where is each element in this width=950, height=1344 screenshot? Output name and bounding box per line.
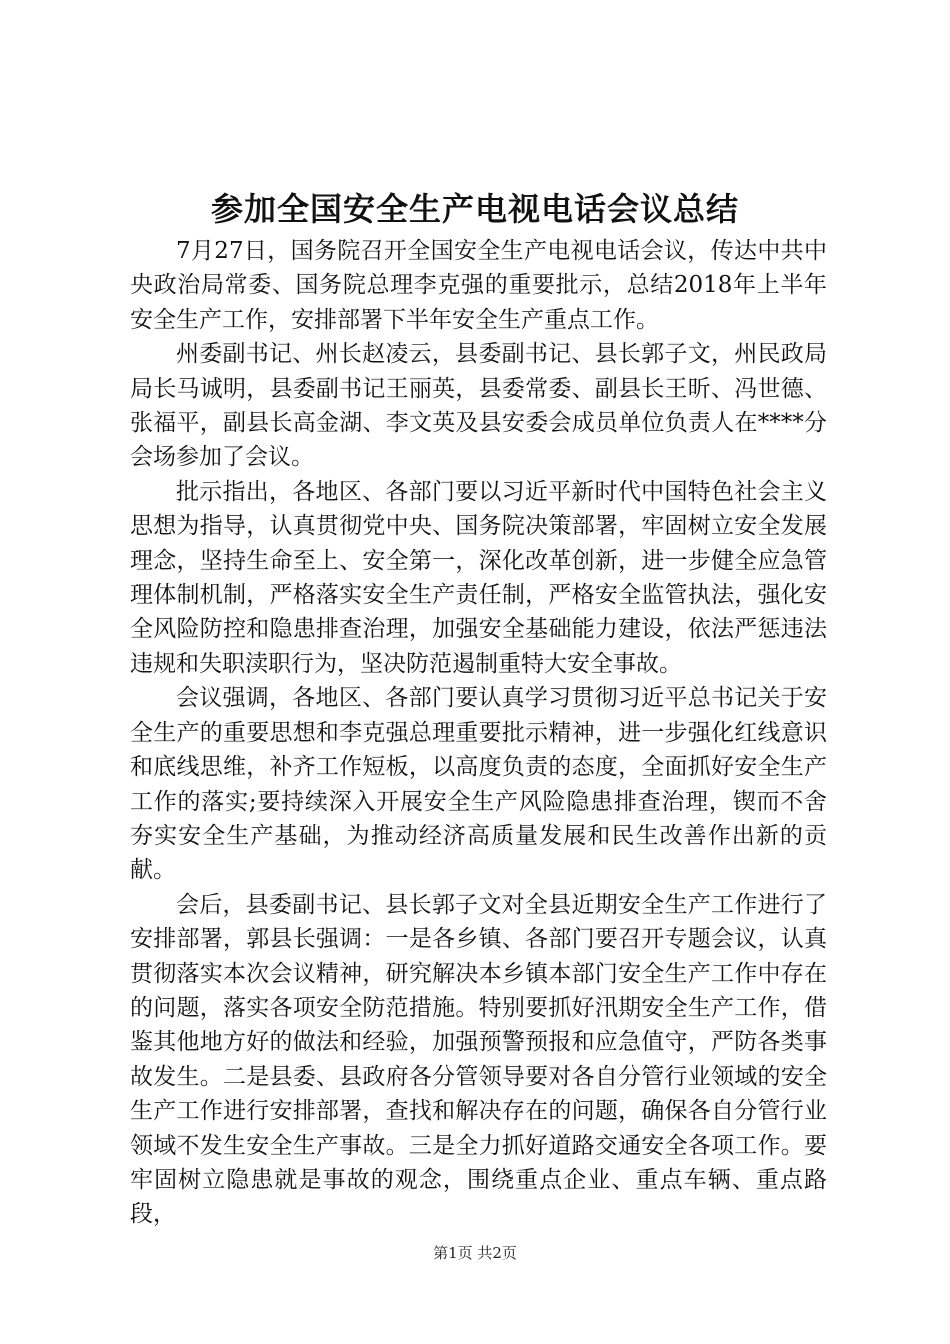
- paragraph: 会后，县委副书记、县长郭子文对全县近期安全生产工作进行了安排部署，郭县长强调：一是各乡镇、各部门要召开专题会议，认真贯彻落实本次会议精神，研究解决本乡镇本部门安全生产工作中存在的问题，落实各项安全防范措施。特别要抓好汛期安全生产工作，借鉴其他地方好的做法和经验，加强预警预报和应急值守，严防各类事故发生。二是县委、县政府各分管领导要对各自分管行业领域的安全生产工作进行安排部署，查找和解决存在的问题，确保各自分管行业领域不发生安全生产事故。三是全力抓好道路交通安全各项工作。要牢固树立隐患就是事故的观念，围绕重点企业、重点车辆、重点路段，: [130, 891, 827, 1228]
- page-number-footer: 第1页 共2页: [433, 1244, 517, 1262]
- document-title: 参加全国安全生产电视电话会议总结: [210, 190, 739, 228]
- document-body: [130, 234, 827, 1232]
- paragraph: 批示指出，各地区、各部门要以习近平新时代中国特色社会主义思想为指导，认真贯彻党中央、国务院决策部署，牢固树立安全发展理念，坚持生命至上、安全第一，深化改革创新，进一步健全应急管理体制机制，严格落实安全生产责任制，严格安全监管执法，强化安全风险防控和隐患排查治理，加强安全基础能力建设，依法严惩违法违规和失职渎职行为，坚决防范遏制重特大安全事故。: [130, 478, 827, 677]
- paragraph: 州委副书记、州长赵凌云，县委副书记、县长郭子文，州民政局局长马诚明，县委副书记王丽英，县委常委、副县长王昕、冯世德、张福平，副县长高金湖、李文英及县安委会成员单位负责人在****分会场参加了会议。: [130, 341, 827, 471]
- paragraph: 7月27日，国务院召开全国安全生产电视电话会议，传达中共中央政治局常委、国务院总理李克强的重要批示，总结2018年上半年安全生产工作，安排部署下半年安全生产重点工作。: [130, 238, 827, 333]
- paragraph: 会议强调，各地区、各部门要认真学习贯彻习近平总书记关于安全生产的重要思想和李克强总理重要批示精神，进一步强化红线意识和底线思维，补齐工作短板，以高度负责的态度，全面抓好安全生产工作的落实;要持续深入开展安全生产风险隐患排查治理，锲而不舍夯实安全生产基础，为推动经济高质量发展和民生改善作出新的贡献。: [130, 685, 827, 884]
